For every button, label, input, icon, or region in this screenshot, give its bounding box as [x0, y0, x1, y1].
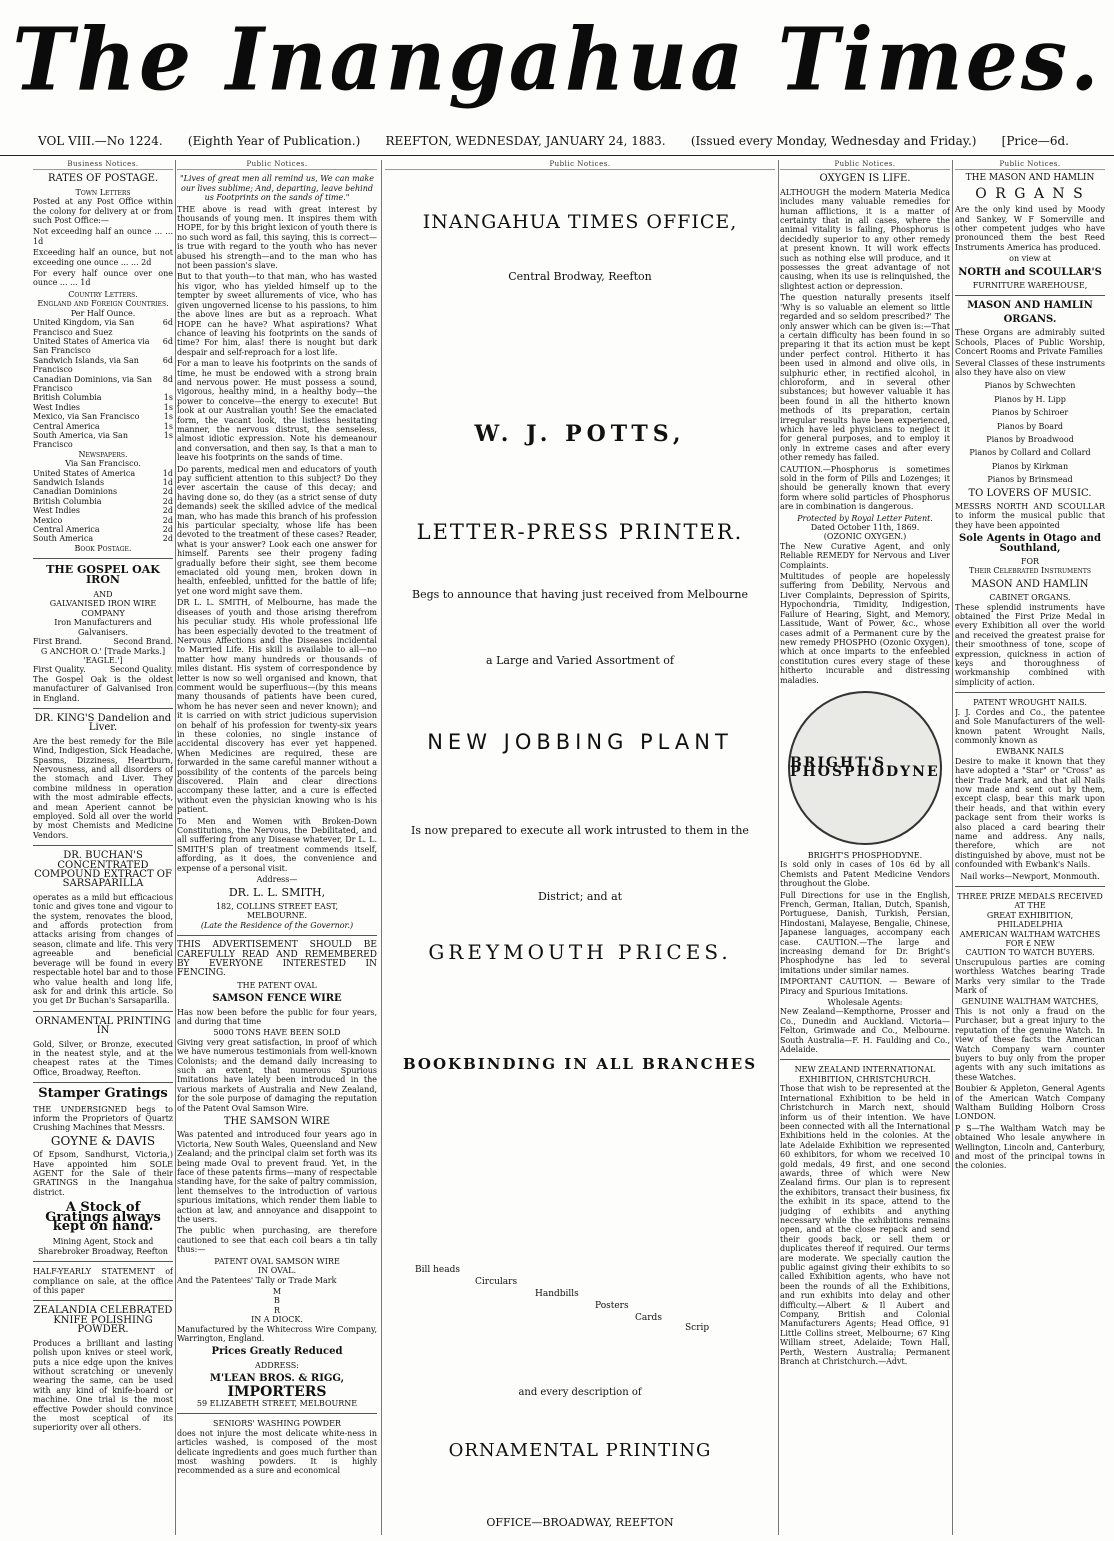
samson-manufacturer: Manufactured by the Whitecross Wire Company, Warrington, England.	[177, 1324, 377, 1343]
gospel-mf: Iron Manufacturers and Galvanisers.	[54, 618, 152, 637]
oxygen-title: OXYGEN IS LIFE.	[819, 173, 911, 185]
smith-para-3: For a man to leave his footprints on the sands of time, he must be endowed with a strong brain and nervous power. He must possess a sound, vigorous, healthy mind, in a healthy body—the power to conceive—the energy to execute! But look at our Australian youth! See the emaciated form, the vacant look, the listless hesitating manner, the nervous distrust, the senseless, almost idiotic expression. Note his demeanour and conversation, and then say, Is that a man to leave his footprints on the sands of time.	[177, 359, 377, 463]
book-postage-label: Book Postage.	[74, 543, 132, 553]
samson-title-2: THE SAMSON WIRE	[223, 1116, 331, 1127]
every-description: and every description of	[518, 1387, 642, 1398]
oxygen-caution: CAUTION.—Phosphorus is sometimes sold in the form of Pills and Lozenges; it should be generally known that every form where solid particles of Phosphorus are in combination is dangerous.	[780, 464, 950, 512]
divider	[33, 708, 173, 709]
great-exhibition: GREAT EXHIBITION,	[986, 910, 1074, 920]
circulars: Circulars	[475, 1277, 518, 1287]
smith-address: 182, COLLINS STREET EAST,	[215, 901, 339, 911]
begs-text: Begs to announce that having just received from Melbourne	[411, 588, 749, 601]
ozonic: (OZONIC OXYGEN.)	[823, 532, 907, 542]
bookbinding: BOOKBINDING IN ALL BRANCHES	[402, 1055, 758, 1073]
rate-destination: United States of America	[33, 468, 136, 478]
jobbing-plant: NEW JOBBING PLANT	[427, 730, 733, 754]
samson-para-2: Giving very great satisfaction, in proof of which we have numerous testimonials from well-known Colonists; and the demand daily increasing to such an extent, that numerous Spurious Imitations have lately been introduced in the various markets of Australia and New Zealand, for the sole purpose of damaging the reputation of the Patent Oval Samson Wire.	[177, 1037, 377, 1113]
samson-para-1: Has now been before the public for four years, and during that time	[177, 1007, 377, 1026]
divider	[33, 1261, 173, 1262]
rate-price: 6d	[162, 318, 173, 328]
trade-mark-m: M	[272, 1286, 282, 1296]
dated: Dated October 11th, 1869.	[810, 523, 920, 533]
divider	[33, 1082, 173, 1083]
place-date: REEFTON, WEDNESDAY, JANUARY 24, 1883.	[385, 134, 666, 148]
several-classes: Several Classes of these instruments also they have also on view	[955, 358, 1105, 377]
town-letters-label: Town Letters	[75, 187, 131, 197]
organs-title: O R G A N S	[975, 185, 1085, 202]
rate-price: 1s	[163, 402, 173, 412]
rate-row	[33, 403, 173, 412]
watch-agents: Boubier & Appleton, General Agents of the American Watch Company Waltham Building Holborn Cross LONDON.	[955, 1084, 1105, 1122]
price: [Price—6d.	[1001, 134, 1069, 148]
divider	[177, 935, 377, 936]
smith-para-2: But to that youth—to that man, who has wasted his vigor, who has yielded himself up to the tempter by sweet allurements of vice, who has given ungoverned license to his passions, to him the above lines are but as a reproach. What HOPE can he have? What aspirations? What chance of leaving his footprints on the sands of time? For him, alas! there is nought but dark despair and self-reproach for a lost life.	[177, 272, 377, 357]
smith-para-5: DR L. L. SMITH, of Melbourne, has made the diseases of youth and those arising therefrom his peculiar study. His whole professional life has been especially devoted to the treatment of Nervous Affections and the Diseases incidental to Married Life. His skill is available to all—no matter how many hundreds or thousands of miles distant. His system of correspondence by letter is now so well organised and known, that comment would be superfluous—(by this means many thousands of patients have been cured, whom he has never seen and never known); and it is carried on with strict judicious supervision on behalf of his profession for twenty-six years in these colonies, no single instance of accidental discovery has ever yet happened. When Medicines are required, these are forwarded in the same careful manner without a possibility of the contents of the parcels being discovered. Plain and clear directions accompany these latter, and a cure is effected without even the physician knowing who is his patient.	[177, 598, 377, 815]
list-line: For every half ounce over one ounce ... ... 1d	[33, 269, 173, 288]
newspapers-label: Newspapers.	[78, 449, 128, 459]
list-line: Not exceeding half an ounce ... ... 1d	[33, 227, 173, 246]
rate-row	[33, 525, 173, 534]
potts-name: W. J. POTTS,	[474, 421, 686, 447]
divider	[955, 886, 1105, 887]
handbills: Handbills	[535, 1289, 579, 1299]
rate-destination: West Indies	[33, 506, 80, 516]
list-line: Exceeding half an ounce, but not exceeding one ounce ... ... 2d	[33, 248, 173, 267]
goyne-text: Of Epsom, Sandhurst, Victoria,) Have appointed him SOLE AGENT for the Sale of their GRATINGS in the Inangahua district.	[33, 1150, 173, 1197]
cabinet-text: These splendid instruments have obtained the First Prize Medal in every Exhibition all over the world and received the greatest praise for their smoothness of tone, scope of expression, quickness in action of keys and thoroughness of workmanship combined with simplicity of action.	[955, 602, 1105, 687]
cards: Cards	[635, 1313, 662, 1323]
rate-destination: Central America	[33, 525, 100, 535]
rate-price: 1d	[162, 468, 173, 478]
king-title: DR. KING'S Dandelion and Liver.	[34, 712, 172, 734]
seniors-text: does not injure the most delicate white-ness in articles washed, is composed of the most delicate ingredients and goes much further than most washing powders. It is highly recommended as a sure and economical	[177, 1428, 377, 1476]
samson-tons: 5000 TONS HAVE BEEN SOLD	[213, 1028, 341, 1038]
ewbank-text: Desire to make it known that they have adopted a "Star" or "Cross" as their Trade Mark, and that all Nails now made and sent out by them, except clasp, bear this mark upon their heads, and that within every package sent from their works is also placed a card bearing their name and address. Any nails, therefore, which are not distinguished by above, must not be confounded with Ewbank's Nails.	[955, 756, 1105, 870]
column-header: Public Notices.	[385, 160, 775, 170]
piano-item: Pianos by H. Lipp	[994, 394, 1066, 404]
rate-price: 1d	[162, 478, 173, 487]
rate-destination: Mexico	[33, 515, 63, 525]
rate-destination: United States of America via San Francisco	[33, 336, 150, 356]
ornamental-title: ORNAMENTAL PRINTING IN	[35, 1015, 171, 1037]
postage-lines	[33, 197, 173, 288]
rate-price: 1s	[163, 430, 173, 440]
anchor-marks: G ANCHOR O.' [Trade Marks.] 'EAGLE.']	[40, 646, 166, 665]
masthead	[0, 0, 1114, 120]
rate-row	[33, 356, 173, 375]
directions-text: Full Directions for use in the English, French, German, Italian, Dutch, Spanish, Portuguese, Danish, Turkish, Persian, Hindostani, Malayese, Bengalie, Chinese, Japanese languages, accompany each case. CAUTION.—The large and increasing demand for Dr. Bright's Phosphodyne has led to several imitations under similar names.	[780, 890, 950, 975]
rate-destination: South America, via San Francisco	[33, 430, 128, 450]
nz-exhibition-text: Those that wish to be represented at the International Exhibition to be held in Christchurch in March next, should inform us of their intention. We have been connected with all the International Exhibitions held in the colonies. At the late Adelaide Exhibition we represented 60 exhibitors, for whom we received 10 gold medals, 49 first, and one second awards, three of which were New Zealand firms. Our plan is to represent the exhibitors, transact their business, fix the exhibit in its space, attend to the judging of exhibits and anything necessary while the exhibitions remains open, and at the close repack and send their goods back, or sell them or duplicates thereof if required. Our terms are moderate. We specially caution the public against giving their exhibits to so called Exhibition agents, who have not been the rounds of all the Exhibitions, and run exhibits into delay and other difficulty.—Albert & Il Aubert and Company, British and Colonial Manufacturers Agents; Head Office, 91 Little Collins street, Melbourne; 67 King William street, Adelaide; Town Hall, Perth, Western Australia; Permanent Branch at Christchurch.—Advt.	[780, 1084, 950, 1367]
scrip: Scrip	[685, 1323, 710, 1333]
caution-text: Unscrupulous parties are coming worthless Watches bearing Trade Marks very similar to the Trade Mark of	[955, 957, 1105, 996]
rate-price: 6d	[162, 355, 173, 365]
celebrated: Their Celebrated Instruments	[969, 566, 1091, 576]
divider	[33, 558, 173, 559]
furniture-warehouse: FURNITURE WAREHOUSE,	[972, 281, 1088, 291]
list-line: Posted at any Post Office within the colony for delivery at or from such Post Office:—	[33, 197, 173, 226]
office-footer: OFFICE—BROADWAY, REEFTON	[486, 1516, 674, 1529]
ornamental-printing: ORNAMENTAL PRINTING	[448, 1440, 712, 1461]
divider	[780, 1059, 950, 1060]
rate-row	[33, 393, 173, 402]
smith-note: (Late the Residence of the Governor.)	[200, 920, 354, 930]
smith-para-4: Do parents, medical men and educators of youth pay sufficient attention to this subject? Do they ever ascertain the cause of this decay; and having done so, do they (as a strict sense of duty demands) seek the skilled advice of the medical man, who has made this branch of his profession his particular specialty, whose life has been devoted to the treatment of these cases? Reader, what is your answer? Look each one answer for himself. Parents see their progeny fading gradually before their sight, see them become emaciated old young men, broken down in health, enfeebled, unfitted for the battle of life; yet one word might save them.	[177, 464, 377, 596]
smith-para-6: To Men and Women with Broken-Down Constitutions, the Nervous, the Debilitated, and all suffering from any Disease whatever, Dr L. L. SMITH'S plan of treatment commends itself, affording, as it does, the convenience and expense of a personal visit.	[177, 816, 377, 873]
buchan-title: DR. BUCHAN'S CONCENTRATED COMPOUND EXTRACT OF SARSAPARILLA	[34, 850, 172, 890]
column-printer-advert	[385, 160, 775, 1535]
philadelphia: PHILADELPHIA	[997, 920, 1063, 930]
smith-city: MELBOURNE.	[246, 911, 308, 921]
trade-mark-b: B	[274, 1296, 280, 1306]
smith-name: DR. L. L. SMITH,	[228, 886, 326, 900]
column-rule	[778, 160, 779, 1535]
divider	[33, 1011, 173, 1012]
piano-item: Pianos by Kirkman	[991, 461, 1069, 471]
smith-para-1: THE above is read with great interest by thousands of young men. It inspires them with HOPE, for by this bright lexicon of youth there is no such word as fail, this saying, this is correct—is true with regard to the youth who has never abused his strength—and to the man who has not been passion's slave.	[177, 204, 377, 271]
organs-only: Are the only kind used by Moody and Sankey, W F Somerville and other competent judges who have pronounced them the best Reed Instruments America has produced.	[955, 205, 1105, 252]
trade-mark-r: R	[273, 1305, 281, 1315]
rate-destination: British Columbia	[33, 496, 102, 506]
newport: Nail works—Newport, Monmouth.	[960, 871, 1100, 881]
rate-destination: Sandwich Islands, via San Francisco	[33, 355, 139, 375]
sole-agents: Sole Agents in Otago and Southland,	[959, 533, 1101, 554]
patent-oval: THE PATENT OVAL	[237, 980, 317, 990]
rate-row	[33, 534, 173, 543]
divider	[33, 1300, 173, 1301]
rate-price: 2d	[162, 506, 173, 516]
rate-price: 2d	[162, 525, 173, 535]
column-organs	[955, 160, 1105, 1535]
bill-heads: Bill heads	[415, 1265, 460, 1275]
piano-item: Pianos by Broadwood	[986, 434, 1074, 444]
ewbank-nails: EWBANK NAILS	[996, 747, 1064, 757]
messrs-text: MESSRS NORTH AND SCOULLAR to inform the musical public that they have been appointed	[955, 501, 1105, 530]
rate-destination: West Indies	[33, 402, 80, 412]
rate-price: 1s	[163, 421, 173, 431]
north-scoullar: NORTH and SCOULLAR'S	[958, 266, 1102, 278]
samson-oval: IN OVAL.	[258, 1266, 296, 1276]
postage-title: RATES OF POSTAGE.	[47, 173, 159, 185]
piano-item: Pianos by Collard and Collard	[969, 448, 1091, 458]
genuine-text: This is not only a fraud on the Purchaser, but a great injury to the reputation of the genuine Watch. In view of these facts the American Watch Company warn counter buyers to buy only from the proper agents with any such imitations as these Watches.	[955, 1006, 1105, 1082]
mh-title-2: MASON AND HAMLIN	[967, 300, 1093, 312]
samson-tally: PATENT OVAL SAMSON WIRE	[214, 1256, 340, 1266]
king-text: Are the best remedy for the Bile Wind, Indigestion, Sick Headache, Spasms, Dizziness, Heartburn, Nervousness, and all disorders of the stomach and Liver. They combine mildness in operation with the most admirable effects, and mean Aperient cannot be employed. Sold all over the world by most Chemists and Medicine Vendors.	[33, 736, 173, 840]
address-label: Address—	[256, 875, 298, 885]
stamper-title: Stamper Gratings	[38, 1086, 168, 1102]
rate-destination: Canadian Dominions	[33, 487, 118, 497]
rate-price: 1s	[163, 412, 173, 422]
goyne-davis: GOYNE & DAVIS	[50, 1133, 156, 1148]
mh-title-3: MASON AND HAMLIN	[971, 578, 1089, 590]
rate-price: 2d	[162, 487, 173, 497]
rates-list	[33, 318, 173, 450]
rate-destination: Sandwich Islands	[33, 478, 105, 487]
rate-price: 6d	[162, 336, 173, 346]
stock-title: A Stock of Gratings always kept on hand.	[45, 1200, 161, 1235]
brights-title: BRIGHT'S PHOSPHODYNE.	[807, 850, 923, 860]
wholesale-label: Wholesale Agents:	[827, 998, 903, 1008]
column-rule	[381, 160, 382, 1535]
first-brand: First Brand.	[33, 637, 83, 647]
phosphodyne-seal: BRIGHT'S PHOSPHODYNE	[788, 691, 942, 845]
rate-destination: Mexico, via San Francisco	[33, 412, 140, 422]
england-label: England and Foreign Countries.	[37, 299, 169, 309]
patent-nail-title: PATENT WROUGHT NAILS.	[973, 698, 1087, 708]
gospel-title: THE GOSPEL OAK IRON	[46, 563, 160, 586]
genuine-waltham: GENUINE WALTHAM WATCHES,	[961, 997, 1099, 1007]
cabinet-organs: CABINET ORGANS.	[989, 593, 1071, 603]
trade-mark-block: IN A DIOCK.	[251, 1315, 303, 1325]
greymouth-prices: GREYMOUTH PRICES.	[428, 940, 732, 964]
piano-item: Pianos by Brinsmead	[987, 475, 1073, 485]
country-letters-label: Country Letters.	[68, 289, 138, 299]
protected: Protected by Royal Letter Patent.	[797, 513, 933, 523]
on-view: on view at	[1009, 254, 1051, 264]
rate-row	[33, 497, 173, 506]
prices-reduced: Prices Greatly Reduced	[211, 1346, 343, 1358]
divider	[955, 692, 1105, 693]
stamper-text: THE UNDERSIGNED begs to inform the Proprietors of Quartz Crushing Machines that Messrs.	[33, 1104, 173, 1133]
newspaper-title: The Inangahua Times.	[12, 9, 1102, 111]
piano-item: Pianos by Board	[997, 421, 1063, 431]
column-rule	[175, 160, 176, 1535]
important-caution: IMPORTANT CAUTION. — Beware of Piracy and Spurious Imitations.	[780, 977, 950, 996]
dateline	[0, 134, 1114, 156]
column-business-notices	[33, 160, 173, 1535]
for-label: FOR	[1020, 557, 1040, 566]
pianos-list	[955, 381, 1105, 484]
rate-price: 2d	[162, 534, 173, 544]
samson-para-3: Was patented and introduced four years ago in Victoria, New South Wales, Queensland and New Zealand; and the principal claim set forth was its being made Oval to prevent fraud. Yet, in the face of these patents firms—many of respectable standing have, for the sake of paltry commission, lent themselves to the introduction of various spurious imitations, which render them liable to action at law, and annoyance and disappoint to the users.	[177, 1130, 377, 1225]
column-header: Public Notices.	[955, 160, 1105, 170]
mlean-bros: M'LEAN BROS. & RIGG,	[209, 1373, 345, 1385]
multitudes-text: Multitudes of people are hopelessly suffering from Debility, Nervous and Liver Complaints, Depression of Spirits, Hypochondria, Timidity, Indigestion, Failure of Hearing, Sight, and Memory, Lassitude, Want of Power, &c., whose cases admit of a Permanent cure by the new remedy PHOSPHO (Ozonic Oxygen), which at once imparts to the enfeebled constitution cures every stage of these hitherto incurable and distressing maladies.	[780, 572, 950, 685]
fencing-advt: THIS ADVERTISEMENT SHOULD BE CAREFULLY READ AND REMEMBERED BY EVERYONE INTERESTED IN FENCING.	[177, 940, 377, 979]
column-phosphodyne	[780, 160, 950, 1535]
rate-price: 1s	[163, 393, 173, 403]
rate-destination: Canadian Dominions, via San Francisco	[33, 374, 152, 393]
column-header: Public Notices.	[780, 160, 950, 170]
nz-exhibition-title: NEW ZEALAND INTERNATIONAL EXHIBITION, CHRISTCHURCH.	[794, 1065, 936, 1084]
district-text: District; and at	[537, 890, 623, 903]
mining-agent: Mining Agent, Stock and Sharebroker Broadway, Reefton	[38, 1237, 168, 1256]
elizabeth-street: 59 ELIZABETH STREET, MELBOURNE	[196, 1398, 358, 1408]
gospel-sub: GALVANISED IRON WIRE COMPANY	[49, 599, 157, 618]
samson-title: SAMSON FENCE WIRE	[212, 993, 342, 1005]
rate-row	[33, 487, 173, 496]
rate-price: 2d	[162, 496, 173, 506]
second-quality: Second Quality.	[109, 665, 173, 675]
divider	[33, 845, 173, 846]
posters: Posters	[595, 1301, 629, 1311]
volume-number: VOL VIII.—No 1224.	[38, 134, 163, 148]
office-title: INANGAHUA TIMES OFFICE,	[422, 211, 738, 233]
half-yearly: HALF-YEARLY STATEMENT of compliance on sale, at the office of this paper	[33, 1267, 173, 1296]
rate-row	[33, 478, 173, 487]
office-address: Central Brodway, Reefton	[508, 270, 652, 283]
caution-watch: CAUTION TO WATCH BUYERS.	[965, 948, 1095, 958]
rate-row	[33, 337, 173, 356]
waltham-watches: AMERICAN WALTHAM WATCHES FOR £ NEW	[959, 929, 1101, 949]
waltham-ps: P S—The Waltham Watch may be obtained Who lesale anywhere in Wellington, Lincoln and, Canterbury, and most of the principal towns in the colonies.	[955, 1123, 1105, 1171]
printer-title: LETTER-PRESS PRINTER.	[416, 520, 744, 544]
new-curative: The New Curative Agent, and only Reliable REMEDY for Nervous and Liver Complaints.	[780, 541, 950, 570]
seniors-title: SENIORS' WASHING POWDER	[213, 1419, 341, 1429]
first-quality: First Quality.	[33, 665, 86, 675]
importers: IMPORTERS	[227, 1383, 327, 1400]
rate-row	[33, 318, 173, 337]
rate-row	[33, 412, 173, 421]
samson-para-5: And the Patentees' Tally or Trade Mark	[177, 1275, 337, 1285]
at-the: AT THE	[1014, 901, 1046, 911]
per-half-label: Per Half Ounce.	[70, 308, 136, 318]
lovers-of-music: TO LOVERS OF MUSIC.	[968, 487, 1092, 499]
assortment-text: a Large and Varied Assortment of	[486, 654, 674, 667]
buchan-text: operates as a mild but efficacious tonic and gives tone and vigour to the system, renovates the blood, and affords protection from attacks arising from changes of season, climate and life. This very agreeable and beneficial beverage will be found in every respectable hotel bar and to those who value health and long life, ask for and drink this article. So you get Dr Buchan's Sarsaparilla.	[33, 892, 173, 1006]
samson-para-4: The public when purchasing, are therefore cautioned to see that each coil bears a tin tally thus:—	[177, 1226, 377, 1255]
second-brand: Second Brand.	[113, 637, 173, 647]
column-header: Public Notices.	[177, 160, 377, 170]
rate-row	[33, 422, 173, 431]
organs-title-2: ORGANS.	[1003, 313, 1057, 325]
zealandia-text: Produces a brilliant and lasting polish upon knives or steel work, puts a nice edge upon the knives without scratching or unevenly wearing the same, can be used with any kind of knife-board or machine. One trial is the most effective Powder should convince the most sceptical of its superiority over all others.	[33, 1338, 173, 1433]
divider	[177, 1413, 377, 1414]
sold-text: Is sold only in cases of 10s 6d by all Chemists and Patent Medicine Vendors throughout the Globe.	[780, 860, 950, 889]
rate-price: 8d	[162, 374, 173, 384]
oxygen-para-1: ALTHOUGH the modern Materia Medica includes many valuable remedies for human afflictions, it is a matter of certainty that in all cases, where the animal vitality is failing, Phosphorus is decidedly superior to any other remedy at present known. It will work effects such as nothing else will produce, and it possesses the great advantage of not causing, when its use is relinquished, the slightest action or depression.	[780, 187, 950, 291]
column-public-notices-1	[177, 160, 377, 1535]
gospel-and: AND	[93, 590, 113, 600]
poem: "Lives of great men all remind us, We can make our lives sublime; And, departing, leave behind us Footprints on the sands of time."	[179, 174, 375, 203]
agents-text: New Zealand—Kempthorne, Prosser and Co., Dunedin and Auckland. Victoria—Felton, Grimwade and Co., Melbourne. South Australia—F. H. Faulding and Co., Adelaide.	[780, 1007, 950, 1055]
rate-row	[33, 469, 173, 478]
rate-row	[33, 431, 173, 450]
prepared-text: Is now prepared to execute all work intrusted to them in the	[411, 824, 749, 837]
zealandia-title: ZEALANDIA CELEBRATED KNIFE POLISHING POWDER.	[33, 1305, 173, 1336]
rate-destination: British Columbia	[33, 393, 102, 403]
organs-text: These Organs are admirably suited Schools, Places of Public Worship, Concert Rooms and Private Families	[955, 328, 1105, 357]
piano-item: Pianos by Schwechten	[984, 381, 1076, 391]
rate-destination: South America	[33, 534, 94, 544]
mh-title: THE MASON AND HAMLIN	[965, 173, 1095, 184]
publication-year: (Eighth Year of Publication.)	[187, 134, 361, 148]
gospel-text: The Gospel Oak is the oldest manufacturer of Galvanised Iron in England.	[33, 674, 173, 703]
column-header: Business Notices.	[33, 160, 173, 170]
divider	[955, 295, 1105, 296]
rate-destination: United Kingdom, via San Francisco and Suez	[33, 318, 135, 337]
ornamental-text: Gold, Silver, or Bronze, executed in the neatest style, and at the cheapest rates at the Times Office, Broadway, Reefton.	[33, 1039, 173, 1077]
rate-row	[33, 516, 173, 525]
nail-text: J. J. Cordes and Co., the patentee and Sole Manufacturers of the well-known patent Wrought Nails, commonly known as	[955, 707, 1105, 745]
oxygen-para-2: The question naturally presents itself 'Why is so valuable an element so little regarded and so seldom prescribed?' The only answer which can be given is:—That a certain difficulty has been found in so preparing it that its action must be kept under perfect control. Hitherto it has been used in almond and olive oils, in sulphuric ether, in rectified alcohol, in chloroform, and in several other substances; but however valuable it has been found in all the hitherto known methods of its preparation, certain irregular results have been experienced, which have led physicians to neglect it for general purposes, and to employ it only in extreme cases and after every other remedy has failed.	[780, 293, 950, 463]
issue-schedule: (Issued every Monday, Wednesday and Friday.)	[690, 134, 977, 148]
rate-row	[33, 506, 173, 515]
column-rule	[952, 160, 953, 1535]
rate-destination: Central America	[33, 421, 100, 431]
sf-title: Via San Francisco.	[65, 459, 141, 469]
three-medals: THREE PRIZE MEDALS RECEIVED	[957, 892, 1103, 901]
rate-row	[33, 375, 173, 394]
piano-item: Pianos by Schiroer	[991, 408, 1069, 418]
address2-label: ADDRESS:	[255, 1360, 299, 1370]
sf-rates-list	[33, 469, 173, 544]
rate-price: 2d	[162, 515, 173, 525]
